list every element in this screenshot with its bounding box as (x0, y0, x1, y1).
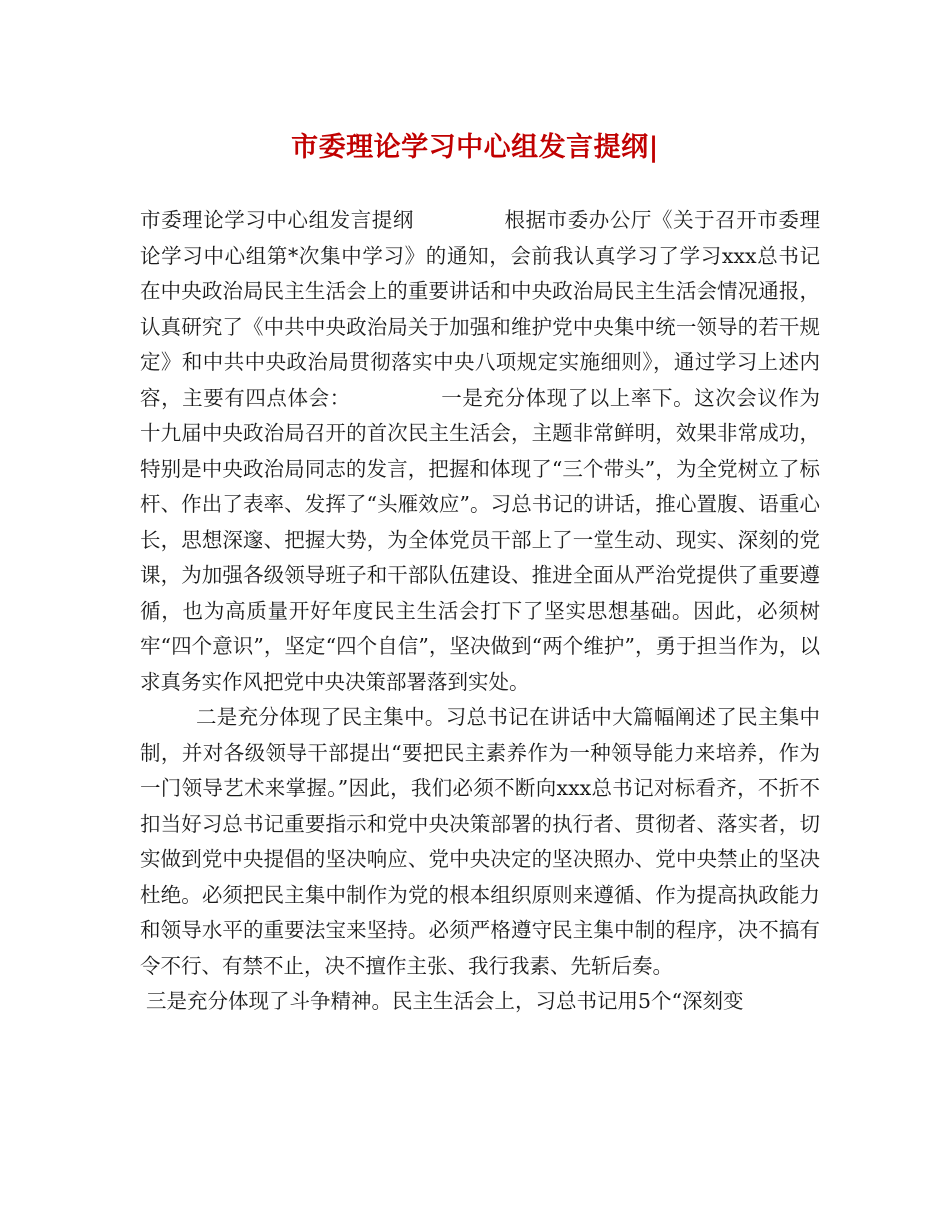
paragraph-point-three: 三是充分体现了斗争精神。民主生活会上，习总书记用5个“深刻变 (146, 989, 744, 1013)
point-one-text: 一是充分体现了以上率下。这次会议作为十九届中央政治局召开的首次民主生活会，主题非常鲜明，效果非常成功，特别是中央政治局同志的发言，把握和体现了“三个带头”，为全党树立了标杆、作出了表率、发挥了“头雁效应”。习总书记的讲话，推心置腹、语重心长，思想深邃、把握大势，为全体党员干部上了一堂生动、现实、深刻的党课，为加强各级领导班子和干部队伍建设、推进全面从严治党提供了重要遵循，也为高质量开好年度民主生活会打下了坚实思想基础。因此，必须树牢“四个意识”，坚定“四个自信”，坚决做到“两个维护”，勇于担当作为，以求真务实作风把党中央决策部署落到实处。 (140, 385, 821, 694)
intro-heading: 市委理论学习中心组发言提纲 (140, 208, 414, 232)
document-title: 市委理论学习中心组发言提纲| (291, 132, 659, 163)
paragraph-intro (140, 203, 820, 700)
document-body (140, 203, 820, 1020)
paragraph-point-two: 二是充分体现了民主集中。习总书记在讲话中大篇幅阐述了民主集中制，并对各级领导干部提出“要把民主素养作为一种领导能力来培养，作为一门领导艺术来掌握。”因此，我们必须不断向xxx总书记对标看齐，不折不扣当好习总书记重要指示和党中央决策部署的执行者、贯彻者、落实者，切实做到党中央提倡的坚决响应、党中央决定的坚决照办、党中央禁止的坚决杜绝。必须把民主集中制作为党的根本组织原则来遵循、作为提高执政能力和领导水平的重要法宝来坚持。必须严格遵守民主集中制的程序，决不搞有令不行、有禁不止，决不擅作主张、我行我素、先斩后奏。 (140, 705, 820, 978)
intro-text: 根据市委办公厅《关于召开市委理论学习中心组第*次集中学习》的通知，会前我认真学习了学习xxx总书记在中央政治局民主生活会上的重要讲话和中央政治局民主生活会情况通报，认真研究了《中共中央政治局关于加强和维护党中央集中统一领导的若干规定》和中共中央政治局贯彻落实中央八项规定实施细则》，通过学习上述内容，主要有四点体会： (140, 208, 821, 410)
